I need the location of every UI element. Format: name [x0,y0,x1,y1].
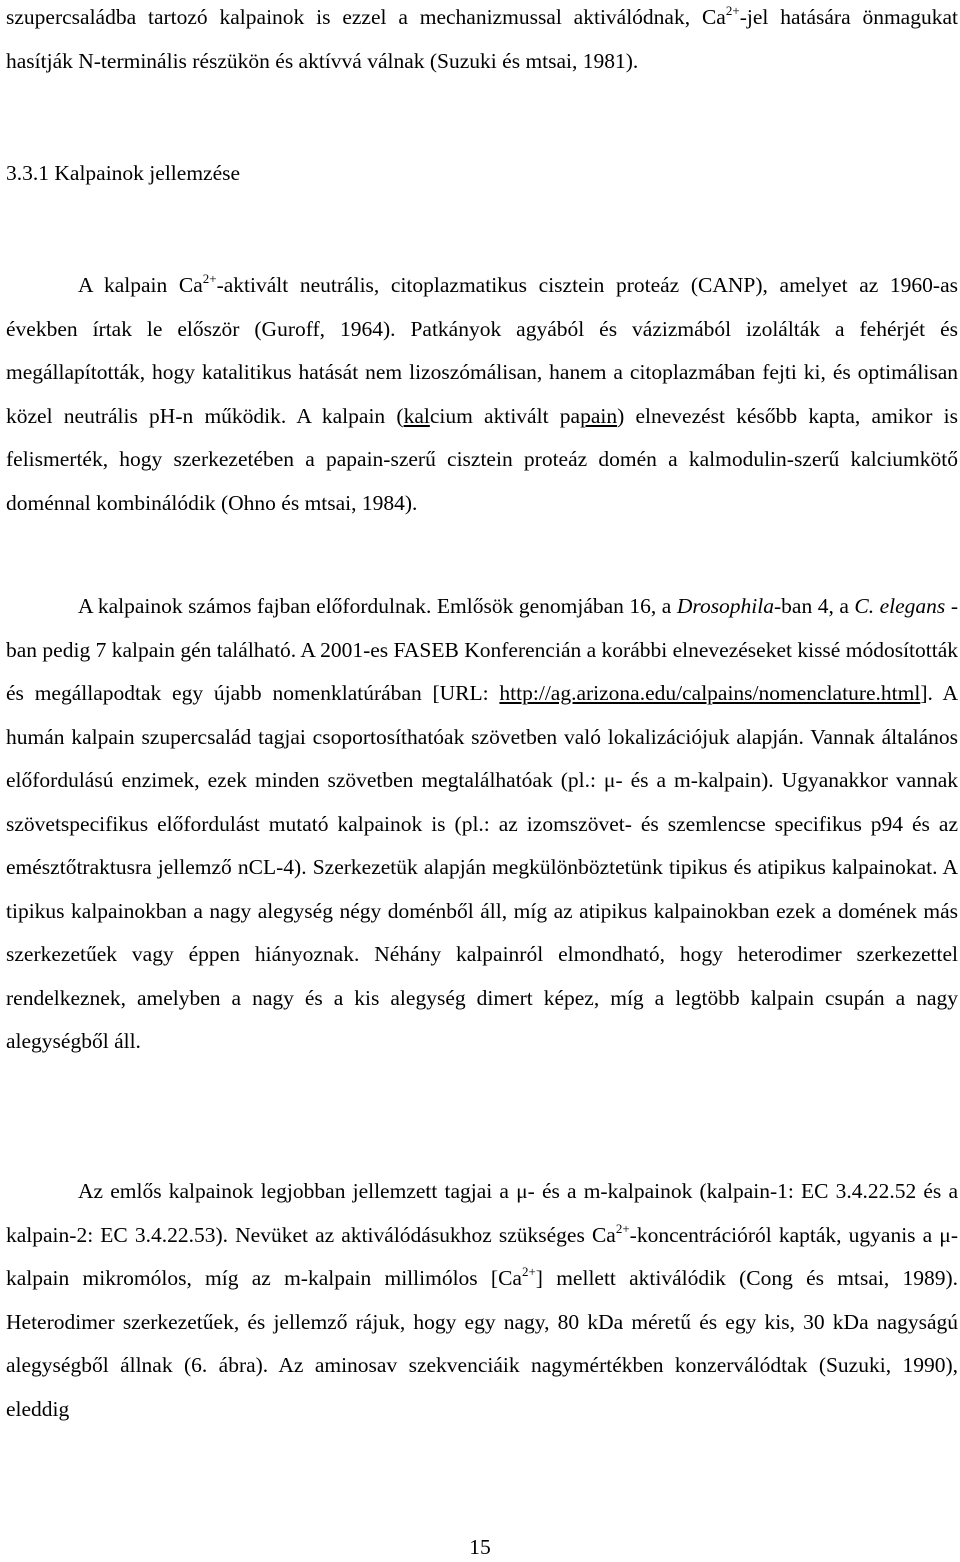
text-run: ]. A humán kalpain szupercsalád tagjai csoportosíthatóak szövetben való lokalizációjuk alapján. Vannak általános előfordulású enzimek, ezek minden szövetben megtalálhatóak (pl.: μ- és a m-kalpain). Ugyanakkor vannak szövetspecifikus előfordulást mutató kalpainok is (pl.: az izomszövet- és szemlencse specifikus p94 és az emésztőtraktusra jellemző nCL-4). Szerkezetük alapján megkülönböztetünk tipikus és atipikus kalpainokat. A tipikus kalpainokban a nagy alegység négy doménből áll, míg az atipikus kalpainokban ezek a domének más szerkezetűek vagy éppen hiányoznak. Néhány kalpainról elmondható, hogy heterodimer szerkezettel rendelkeznek, amelyben a nagy és a kis alegység dimert képez, míg a legtöbb kalpain csupán a nagy alegységből áll. [6,681,958,1053]
superscript: 2+ [521,1264,536,1279]
text-run: -aktivált neutrális, citoplazmatikus cisztein proteáz (CANP), amelyet az 1960-as években írtak le először (Guroff, 1964). Patkányok agyából és vázizmából izolálták a fehérjét és megállapították, hogy katalitikus hatását nem lizoszómálisan, hanem a citoplazmában fejti ki, és optimálisan közel neutrális pH-n működik. A kalpain ( [6,273,958,428]
underlined-text: kal [403,403,430,428]
italic-species-name: Drosophila [676,594,775,618]
text-run: -ban pedig 7 kalpain gén található. A 2001-es FASEB Konferencián a korábbi elnevezéseket kissé módosították és megállapodtak egy újabb nomenklatúrában [URL: [6,594,958,705]
text-run: -jel hatására önmagukat hasítják N-terminális részükön és aktívvá válnak (Suzuki és mtsai, 1981). [6,5,958,73]
text-run: szupercsaládba tartozó kalpainok is ezzel a mechanizmussal aktiválódnak, Ca [6,5,726,29]
page-number: 15 [469,1535,491,1559]
text-run: cium aktivált pa [429,403,581,428]
underlined-text: pain [580,403,618,428]
text-run: A kalpainok számos fajban előfordulnak. Emlősök genomjában 16, a [78,594,677,618]
paragraph-calpain-discovery [6,264,958,525]
text-run: A kalpain Ca [78,273,203,297]
superscript: 2+ [725,3,740,18]
paragraph-intro-continuation [6,0,958,83]
paragraph-calpain-families [6,585,958,1064]
text-run: ] mellett aktiválódik (Cong és mtsai, 1989). Heterodimer szerkezetűek, és jellemző rájuk, hogy egy nagy, 80 kDa méretű és egy kis, 30 kDa nagyságú alegységből állnak (6. ábra). Az aminosav szekvenciáik nagymértékben konzerválódtak (Suzuki, 1990), eleddig [6,1266,958,1421]
text-run: Az emlős kalpainok legjobban jellemzett tagjai a μ- és a m-kalpainok (kalpain-1: EC 3.4.22.52 és a kalpain-2: EC 3.4.22.53). Nevüket az aktiválódásukhoz szükséges Ca [6,1179,958,1247]
italic-species-name: C. elegans [854,594,946,618]
text-run: -ban 4, a [774,594,855,618]
text-run: ) elnevezést később kapta, amikor is felismerték, hogy szerkezetében a papain-szerű cisztein proteáz domén a kalmodulin-szerű kalciumkötő doménnal kombinálódik (Ohno és mtsai, 1984). [6,403,958,515]
nomenclature-url-link[interactable]: http://ag.arizona.edu/calpains/nomenclature.html [499,681,921,705]
section-heading: 3.3.1 Kalpainok jellemzése [6,161,241,185]
paragraph-mammalian-calpains [6,1170,958,1431]
superscript: 2+ [202,271,217,286]
text-run: -koncentrációról kapták, ugyanis a μ-kalpain mikromólos, míg az m-kalpain millimólos [Ca [6,1222,958,1290]
superscript: 2+ [615,1220,630,1236]
